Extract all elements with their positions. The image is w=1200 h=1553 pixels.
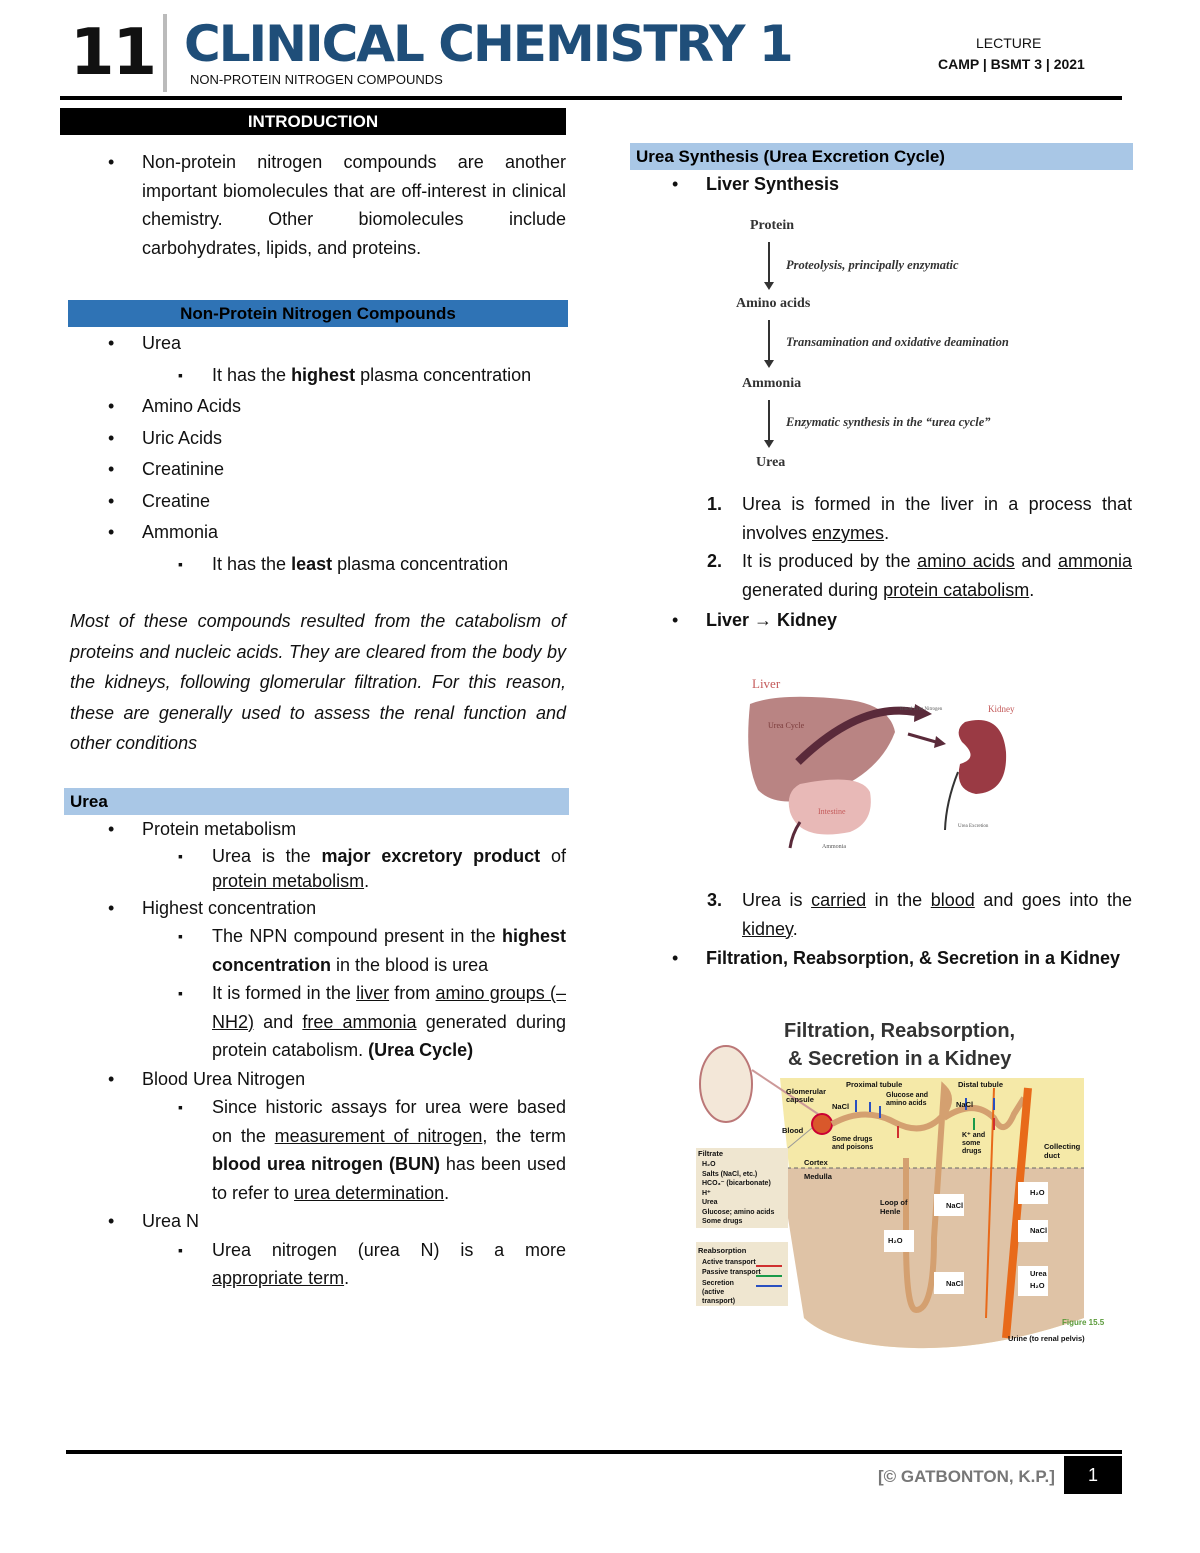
liver-synthesis-flow [730,210,1070,480]
fig-title-1: Filtration, Reabsorption, [784,1020,1016,1042]
kidney-shape [959,720,1006,794]
list-item: ▪ The NPN compound present in the highest concentration in the blood is urea [70,922,566,979]
fig-intestine-label: Intestine [818,807,846,816]
doc-title: CLINICAL CHEMISTRY 1 [184,15,792,73]
list-item: ▪ Since historic assays for urea were based on the measurement of nitrogen, the term blood urea nitrogen (BUN) has been used to refer to urea determination. [70,1093,566,1207]
footer-credit: [© GATBONTON, K.P.] [878,1467,1055,1486]
glomerulus-icon [812,1114,832,1134]
fig-drugs: Some drugs and poisons [832,1136,874,1151]
list-item: • Highest concentration [70,894,566,923]
fig-cortex: Cortex [804,1158,828,1167]
fig-figure-number: Figure 15.5 [1062,1318,1105,1327]
npn-heading: Non-Protein Nitrogen Compounds [68,300,568,327]
list-item: • Ammonia [70,517,570,549]
filtrate-item: H⁺ [702,1189,711,1197]
urea-heading: Urea [64,788,569,815]
arrow-head-icon [764,360,774,368]
fig-nacl-2: NaCl [956,1100,974,1109]
list-item: ▪ Urea nitrogen (urea N) is a more appropriate term. [70,1236,566,1293]
list-item: • Urea [70,328,570,360]
fig-bun-label: Blood Urea Nitrogen [900,707,943,712]
filtrate-item: Glucose; amino acids [702,1208,775,1216]
fig-proximal: Proximal tubule [846,1080,903,1089]
list-item: • Protein metabolism [70,815,566,844]
intro-text: • Non-protein nitrogen compounds are another important biomolecules that are off-interest in clinical chemistry. Other biomolecules include carbohydrates, lipids, and proteins. [70,148,566,262]
list-item: • Urea N [70,1207,566,1236]
list-item: • Uric Acids [70,423,570,455]
fig-kidney-label: Kidney [988,704,1015,714]
flow-step1: Proteolysis, principally enzymatic [786,258,959,272]
fig-medulla: Medulla [804,1172,832,1181]
fig-filtrate-heading: Filtrate [698,1149,724,1158]
filtrate-item: H₂O [702,1161,716,1168]
fig-glomerular: Glomerular capsule [786,1087,827,1104]
fig-urine: Urine (to renal pelvis) [1008,1334,1085,1343]
flow-urea: Urea [756,455,786,470]
synthesis-heading: Urea Synthesis (Urea Excretion Cycle) [630,143,1133,170]
list-item: • Creatinine [70,454,570,486]
filtrate-item: Some drugs [702,1218,743,1225]
fig-ammonia-label: Ammonia [822,844,846,850]
numbered-item: 2. It is produced by the amino acids and ammonia generated during protein catabolism. [707,551,1132,600]
header-divider [163,14,167,92]
list-item: • Liver → Kidney [632,606,1132,635]
fig-h2o-2: H₂O [888,1236,903,1245]
fig-h2o-3: H₂O [1030,1281,1045,1290]
doc-subtitle: NON-PROTEIN NITROGEN COMPOUNDS [190,72,443,87]
kidney-figure [694,1018,1114,1358]
arrow-icon [768,400,770,442]
list-item: ▪ It has the least plasma concentration [70,549,570,581]
filtrate-item: Urea [702,1199,718,1206]
fig-h2o-1: H₂O [1030,1188,1045,1197]
list-item: • Amino Acids [70,391,570,423]
list-item: • Liver Synthesis [632,170,1132,199]
fig-urea-cycle-label: Urea Cycle [768,721,805,730]
fig-secretion: Secretion (active transport) [702,1280,736,1305]
numbered-item: 1. Urea is formed in the liver in a process that involves enzymes. [707,494,1132,543]
arrow-icon [908,734,936,742]
fig-passive: Passive transport [702,1269,761,1276]
fig-collecting: Collecting duct [1044,1142,1081,1160]
course-info: CAMP | BSMT 3 | 2021 [938,56,1085,72]
fig-active: Active transport [702,1259,756,1266]
fig-loop: Loop of Henle [880,1198,908,1216]
fig-nacl-5: NaCl [946,1279,964,1288]
fig-blood: Blood [782,1126,804,1135]
fig-reab-heading: Reabsorption [698,1246,747,1255]
list-item: • Filtration, Reabsorption, & Secretion in a Kidney [632,944,1132,973]
fig-nacl-3: NaCl [946,1201,964,1210]
flow-amino: Amino acids [736,296,811,311]
fig-urea: Urea [1030,1269,1047,1278]
arrow-icon [768,320,770,362]
kidney-small-icon [700,1046,752,1122]
arrow-icon [768,242,770,284]
fig-nacl-1: NaCl [832,1102,850,1111]
list-item: ▪ It is formed in the liver from amino groups (–NH2) and free ammonia generated during protein catabolism. (Urea Cycle) [70,979,566,1065]
intro-heading: INTRODUCTION [60,108,566,135]
flow-ammonia: Ammonia [742,376,802,391]
numbered-item: 3. Urea is carried in the blood and goes into the kidney. [707,890,1132,939]
fig-excretion-label: Urea Excretion [958,824,989,829]
lecture-label: LECTURE [976,35,1042,51]
header-rule [60,96,1122,100]
fig-filtrate-list [702,1160,788,1227]
list-item: • Blood Urea Nitrogen [70,1065,566,1094]
list-item: ▪ It has the highest plasma concentration [70,360,570,392]
flow-protein: Protein [750,218,795,233]
liver-kidney-figure [740,672,1030,854]
fig-distal: Distal tubule [958,1080,1004,1089]
italic-note: Most of these compounds resulted from the catabolism of proteins and nucleic acids. They are cleared from the body by the kidneys, following glomerular filtration. For this reason, these are generally used to assess the renal function and other conditions [70,611,566,753]
footer-rule [66,1450,1122,1454]
list-item: • Creatine [70,486,570,518]
page-number: 1 [1064,1456,1122,1494]
flow-step2: Transamination and oxidative deamination [786,335,1009,349]
list-item: ▪ Urea is the major excretory product of protein metabolism. [70,844,566,894]
section-number: 11 [70,16,156,90]
filtrate-item: Salts (NaCl, etc.) [702,1170,758,1178]
fig-glucose: Glucose and amino acids [886,1092,929,1107]
fig-title-2: & Secretion in a Kidney [788,1048,1012,1070]
flow-step3: Enzymatic synthesis in the “urea cycle” [786,415,991,429]
filtrate-item: HCO₃⁻ (bicarbonate) [702,1180,771,1187]
arrow-head-icon [764,440,774,448]
fig-nacl-4: NaCl [1030,1226,1048,1235]
fig-k: K⁺ and some drugs [962,1132,986,1155]
arrow-head-icon [764,282,774,290]
fig-liver-label: Liver [752,676,781,691]
